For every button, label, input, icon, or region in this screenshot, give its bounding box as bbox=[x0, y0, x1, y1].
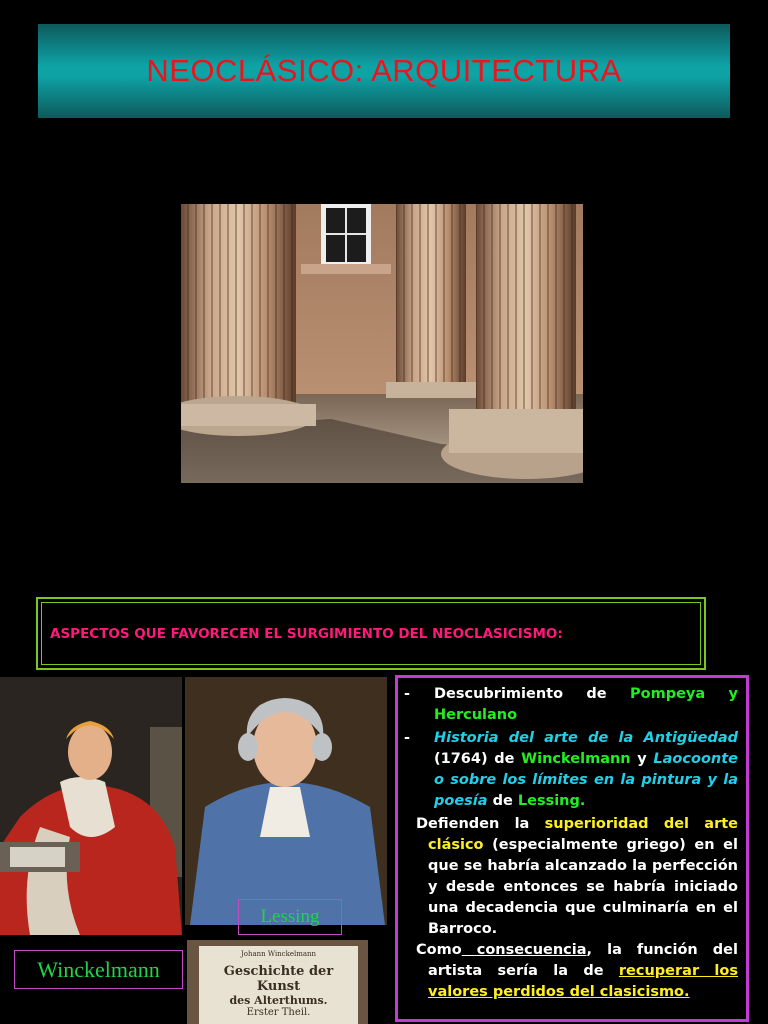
book-title-historia: Historia del arte de la Antigüedad bbox=[434, 730, 738, 746]
highlight-winckelmann: Winckelmann bbox=[521, 751, 631, 767]
columns-photo bbox=[181, 204, 583, 483]
book-title-laocoonte: Laocoonte o sobre los límites en la pintura y la poesía bbox=[434, 751, 738, 809]
columns-illustration bbox=[181, 204, 583, 483]
book-part: Erster Theil. bbox=[246, 1007, 311, 1018]
lessing-label: Lessing bbox=[238, 899, 342, 935]
book-author: Johann Winckelmann bbox=[240, 950, 317, 958]
book-title: Geschichte der Kunst bbox=[223, 964, 334, 994]
winckelmann-portrait-illustration bbox=[0, 677, 182, 935]
winckelmann-label: Winckelmann bbox=[14, 950, 183, 989]
book-page bbox=[199, 946, 358, 1024]
paragraph-defienden bbox=[404, 814, 738, 940]
text-panel bbox=[395, 675, 749, 1022]
bullet-text: Descubrimiento de bbox=[434, 686, 631, 702]
paragraph-text: Como bbox=[416, 942, 462, 958]
highlight-pompeya: Pompeya y Herculano bbox=[434, 686, 738, 723]
book-cover bbox=[187, 940, 368, 1024]
title-banner bbox=[38, 24, 730, 118]
paragraph-text: , la función del artista sería la de bbox=[428, 942, 738, 979]
highlight-superioridad: superioridad del arte clásico bbox=[428, 816, 738, 853]
highlight-recuperar: recuperar los valores perdidos del clasicismo. bbox=[428, 963, 738, 1000]
bullet-dash: - bbox=[404, 686, 411, 702]
book-title-2: des Alterthums. bbox=[229, 994, 328, 1007]
winckelmann-portrait bbox=[0, 677, 182, 935]
aspects-heading: ASPECTOS QUE FAVORECEN EL SURGIMIENTO DEL NEOCLASICISMO: bbox=[50, 625, 563, 642]
highlight-lessing: Lessing. bbox=[517, 793, 586, 809]
lessing-portrait bbox=[185, 677, 387, 925]
paragraph-text: Defienden la bbox=[416, 816, 545, 832]
bullet-pompeya bbox=[404, 684, 738, 726]
paragraph-text: (especialmente griego) en el que se habría alcanzado la perfección y desde entonces se habría iniciado una decadencia que culminaría en el Barroco. bbox=[428, 837, 738, 937]
bullet-text: (1764) de bbox=[434, 751, 522, 767]
bullet-historia bbox=[404, 728, 738, 812]
bullet-text: de bbox=[487, 793, 518, 809]
page-title: NEOCLÁSICO: ARQUITECTURA bbox=[146, 53, 622, 88]
paragraph-consecuencia bbox=[404, 940, 738, 1003]
aspects-frame bbox=[36, 597, 706, 670]
underlined-consecuencia: consecuencia bbox=[461, 942, 587, 958]
lessing-portrait-illustration bbox=[185, 677, 387, 925]
bullet-dash: - bbox=[404, 730, 411, 746]
bullet-text: y bbox=[630, 751, 654, 767]
book-fine-print: · · · · · · · · · · · · · · · · · · · · · · bbox=[251, 959, 306, 964]
aspects-inner-frame bbox=[41, 602, 701, 665]
